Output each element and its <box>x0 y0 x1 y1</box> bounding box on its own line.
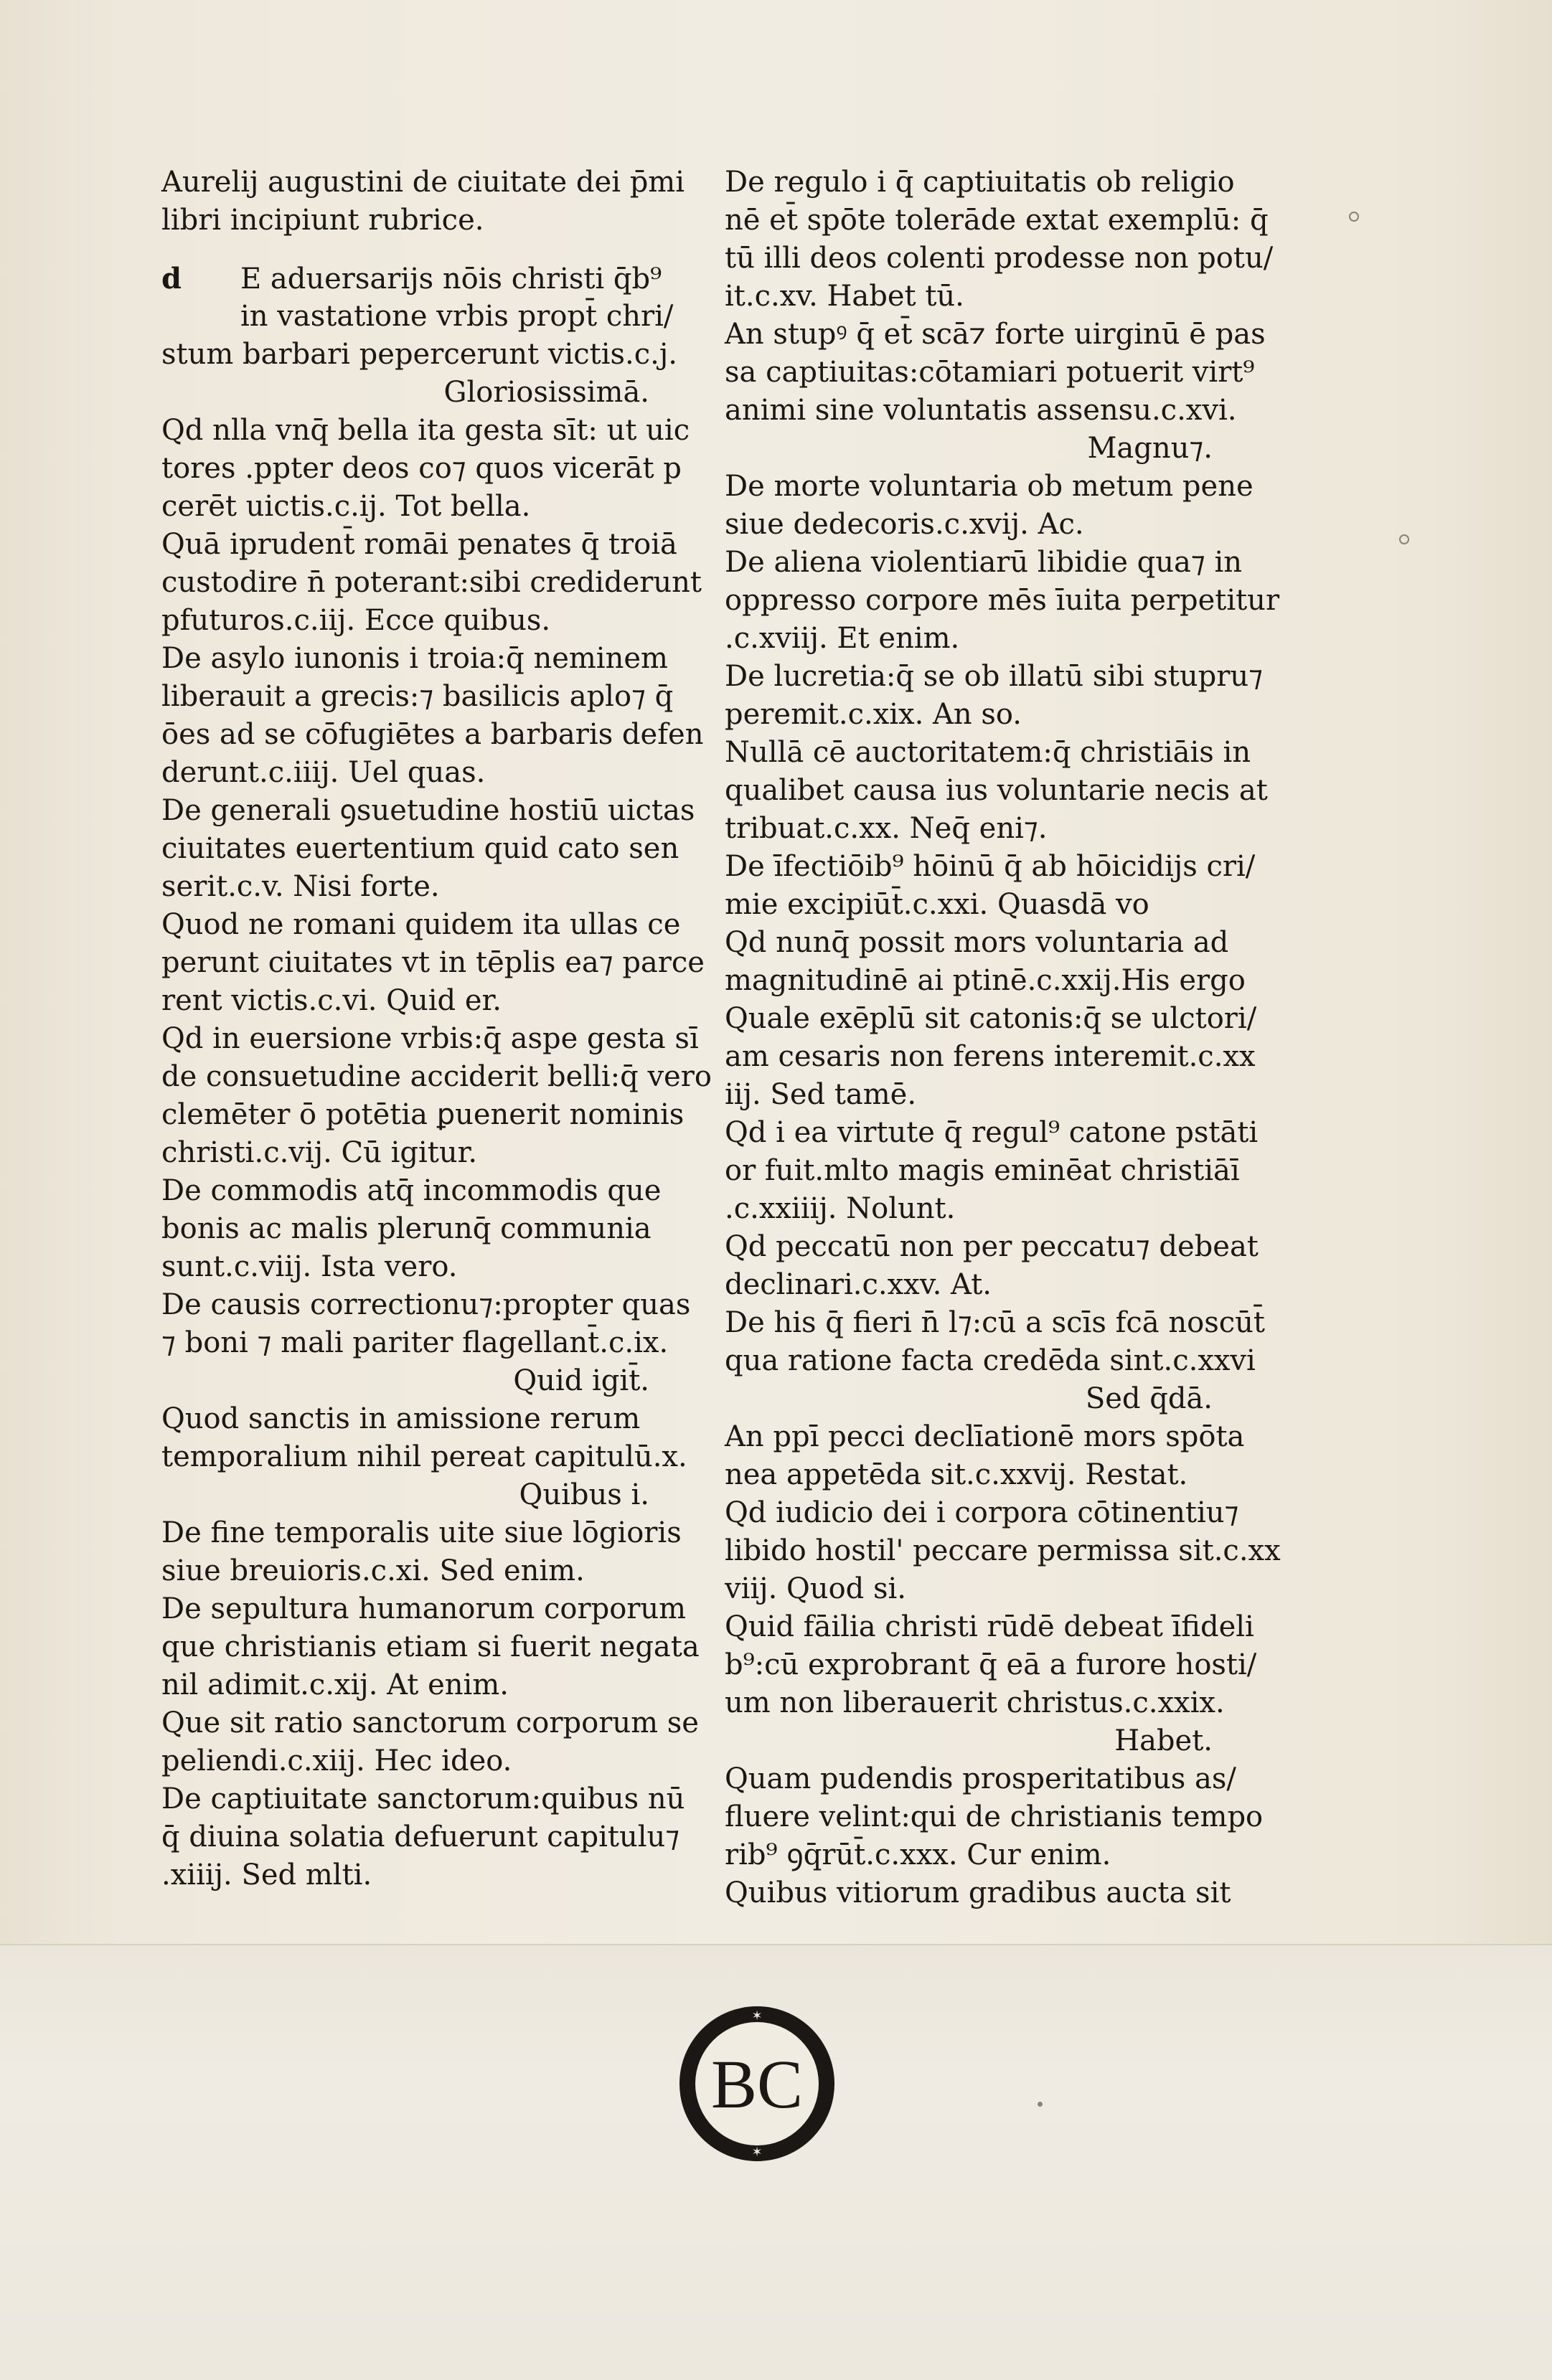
text-line: Nullā cē auctoritatem:q̄ christiāis in <box>725 736 1251 769</box>
text-line: ciuitates euertentium quid cato sen <box>161 832 679 865</box>
text-line: De morte voluntaria ob metum pene <box>725 470 1254 503</box>
ink-speck <box>1038 2102 1043 2107</box>
text-line: libido hostil' peccare permissa sit.c.xx <box>725 1534 1281 1567</box>
text-line: nea appetēda sit.c.xxvij. Restat. <box>725 1458 1188 1491</box>
text-line: de consuetudine acciderit belli:q̄ vero <box>161 1060 712 1093</box>
right-column-lines <box>725 164 1281 1912</box>
text-line: rib⁹ ꝯq̄rūt̄.c.xxx. Cur enim. <box>725 1838 1111 1871</box>
text-line: De generali ꝯsuetudine hostiū uictas <box>161 794 695 827</box>
text-line: bonis ac malis plerunq̄ communia <box>161 1212 652 1245</box>
text-line: sunt.c.viij. Ista vero. <box>161 1250 458 1283</box>
text-line: tū illi deos colenti prodesse non potu/ <box>725 242 1274 275</box>
text-line: it.c.xv. Habet tū. <box>725 280 964 313</box>
text-line: um non liberauerit christus.c.xxix. <box>725 1686 1225 1719</box>
text-line: An ppī pecci declīationē mors spōta <box>725 1420 1245 1453</box>
text-line: nil adimit.c.xij. At enim. <box>161 1668 509 1701</box>
text-line: stum barbari pepercerunt victis.c.j. <box>161 338 677 371</box>
text-line-body: E aduersarijs nōis christi q̄b⁹ <box>240 263 662 296</box>
text-line: in vastatione vrbis propt̄ chri/ <box>240 300 674 333</box>
text-line: Quam pudendis prosperitatibus as/ <box>725 1762 1236 1795</box>
stamp-star-top: ✶ <box>751 2008 763 2024</box>
text-line: Qd iudicio dei i corpora cōtinentiu⁊ <box>725 1496 1239 1529</box>
text-line: Qd peccatū non per peccatu⁊ debeat <box>725 1230 1259 1263</box>
text-line: .xiiij. Sed mlti. <box>161 1859 372 1892</box>
left-column-lines <box>161 260 712 1894</box>
text-line: De īfectiōib⁹ hōinū q̄ ab hōicidijs cri/ <box>725 850 1256 883</box>
text-line: Sed q̄dā. <box>1085 1382 1213 1415</box>
text-line: Quid fāilia christi rūdē debeat īfideli <box>725 1610 1254 1643</box>
text-line: Quale exēplū sit catonis:q̄ se ulctori/ <box>725 1002 1257 1035</box>
text-line: De fine temporalis uite siue lōgioris <box>161 1516 682 1549</box>
text-line: clemēter ō potētia ꝑuenerit nominis <box>161 1098 685 1131</box>
text-line: ōes ad se cōfugiētes a barbaris defen <box>161 718 704 751</box>
text-line: De sepultura humanorum corporum <box>161 1592 687 1625</box>
text-line: De his q̄ fieri n̄ l⁊:cū a scīs fcā noscūt̄ <box>725 1306 1265 1339</box>
text-line: perunt ciuitates vt in tēplis ea⁊ parce <box>161 946 705 979</box>
text-line: Quod sanctis in amissione rerum <box>161 1402 641 1435</box>
text-line: Quod ne romani quidem ita ullas ce <box>161 908 681 941</box>
text-line: christi.c.vij. Cū igitur. <box>161 1136 478 1169</box>
text-line: De regulo i q̄ captiuitatis ob religio <box>725 166 1235 199</box>
text-line: Quibus vitiorum gradibus aucta sit <box>725 1876 1231 1909</box>
text-line: rent victis.c.vi. Quid er. <box>161 984 502 1017</box>
text-line: Que sit ratio sanctorum corporum se <box>161 1706 699 1739</box>
text-line: Quibus i. <box>519 1478 649 1511</box>
text-line: sa captiuitas:cōtamiari potuerit virt⁹ <box>725 356 1255 389</box>
text-line: que christianis etiam si fuerit negata <box>161 1630 700 1663</box>
text-line: q̄ diuina solatia defuerunt capitulu⁊ <box>161 1821 680 1854</box>
stamp-star-bottom: ✶ <box>751 2145 763 2160</box>
text-line: nē et̄ spōte tolerāde extat exemplū: q̄ <box>725 204 1269 237</box>
text-line: Gloriosissimā. <box>443 376 649 409</box>
text-line: Habet. <box>1114 1724 1213 1757</box>
text-line: qualibet causa ius voluntarie necis at <box>725 774 1268 807</box>
text-line: pfuturos.c.iij. Ecce quibus. <box>161 604 551 637</box>
text-line: Quid igit̄. <box>513 1364 649 1397</box>
text-line: animi sine voluntatis assensu.c.xvi. <box>725 394 1237 427</box>
text-line: liberauit a grecis:⁊ basilicis aplo⁊ q̄ <box>161 680 674 713</box>
text-line: viij. Quod si. <box>725 1572 907 1605</box>
text-line: derunt.c.iiij. Uel quas. <box>161 756 486 789</box>
library-stamp <box>674 2001 840 2166</box>
text-line: Magnu⁊. <box>1087 432 1213 465</box>
text-line: declinari.c.xxv. At. <box>725 1268 992 1301</box>
paper-hole-mark <box>1349 212 1359 222</box>
heading-line: Aurelij augustini de ciuitate dei p̄mi <box>161 166 685 199</box>
text-line: tribuat.c.xx. Neq̄ eni⁊. <box>725 812 1048 845</box>
text-line: ⁊ boni ⁊ mali pariter flagellant̄.c.ix. <box>161 1326 669 1359</box>
text-line: b⁹:cū exprobrant q̄ eā a furore hosti/ <box>725 1648 1257 1681</box>
rubric-heading <box>161 164 685 240</box>
guide-initial-letter: d <box>161 262 182 296</box>
text-line: Qd i ea virtute q̄ regul⁹ catone pstāti <box>725 1116 1259 1149</box>
stamp-letters: BC <box>710 2046 804 2122</box>
left-text-column <box>161 164 712 1894</box>
text-line: Qd nlla vnq̄ bella ita gesta sīt: ut uic <box>161 414 690 447</box>
text-line: custodire n̄ poterant:sibi crediderunt <box>161 566 702 599</box>
text-line <box>161 260 662 298</box>
text-line: Qd nunq̄ possit mors voluntaria ad <box>725 926 1229 959</box>
text-line: iij. Sed tamē. <box>725 1078 917 1111</box>
text-line: De asylo iunonis i troia:q̄ neminem <box>161 642 668 675</box>
text-line: Qd in euersione vrbis:q̄ aspe gesta sī <box>161 1022 699 1055</box>
text-line: peliendi.c.xiij. Hec ideo. <box>161 1744 512 1777</box>
text-line: De causis correctionu⁊:propter quas <box>161 1288 691 1321</box>
text-line: An stupꝰ q̄ et̄ scā⁊ forte uirginū ē pas <box>725 318 1266 351</box>
heading-line: libri incipiunt rubrice. <box>161 204 484 237</box>
text-line: De commodis atq̄ incommodis que <box>161 1174 662 1207</box>
text-line: peremit.c.xix. An so. <box>725 698 1022 731</box>
text-line: temporalium nihil pereat capitulū.x. <box>161 1440 687 1473</box>
text-line: am cesaris non ferens interemit.c.xx <box>725 1040 1256 1073</box>
text-line: tores .ppter deos co⁊ quos vicerāt p <box>161 452 682 485</box>
text-line: De lucretia:q̄ se ob illatū sibi stupru⁊ <box>725 660 1263 693</box>
text-line: magnitudinē ai ptinē.c.xxij.His ergo <box>725 964 1246 997</box>
text-line: siue dedecoris.c.xvij. Ac. <box>725 508 1084 541</box>
text-line: cerēt uictis.c.ij. Tot bella. <box>161 490 531 523</box>
text-line: fluere velint:qui de christianis tempo <box>725 1800 1264 1833</box>
paper-hole-mark <box>1399 534 1409 544</box>
right-text-column <box>725 164 1281 1912</box>
text-line: serit.c.v. Nisi forte. <box>161 870 440 903</box>
text-line: De captiuitate sanctorum:quibus nū <box>161 1782 685 1815</box>
text-line: qua ratione facta credēda sint.c.xxvi <box>725 1344 1256 1377</box>
text-line: siue breuioris.c.xi. Sed enim. <box>161 1554 585 1587</box>
text-line: Quā iprudent̄ romāi penates q̄ troiā <box>161 528 677 561</box>
text-line: mie excipiūt̄.c.xxi. Quasdā vo <box>725 888 1149 921</box>
text-line: oppresso corpore mēs īuita perpetitur <box>725 584 1280 617</box>
text-line: .c.xxiiij. Nolunt. <box>725 1192 956 1225</box>
text-line: De aliena violentiarū libidie qua⁊ in <box>725 546 1243 579</box>
text-line: .c.xviij. Et enim. <box>725 622 960 655</box>
text-line: or fuit.mlto magis eminēat christiāī <box>725 1154 1240 1187</box>
